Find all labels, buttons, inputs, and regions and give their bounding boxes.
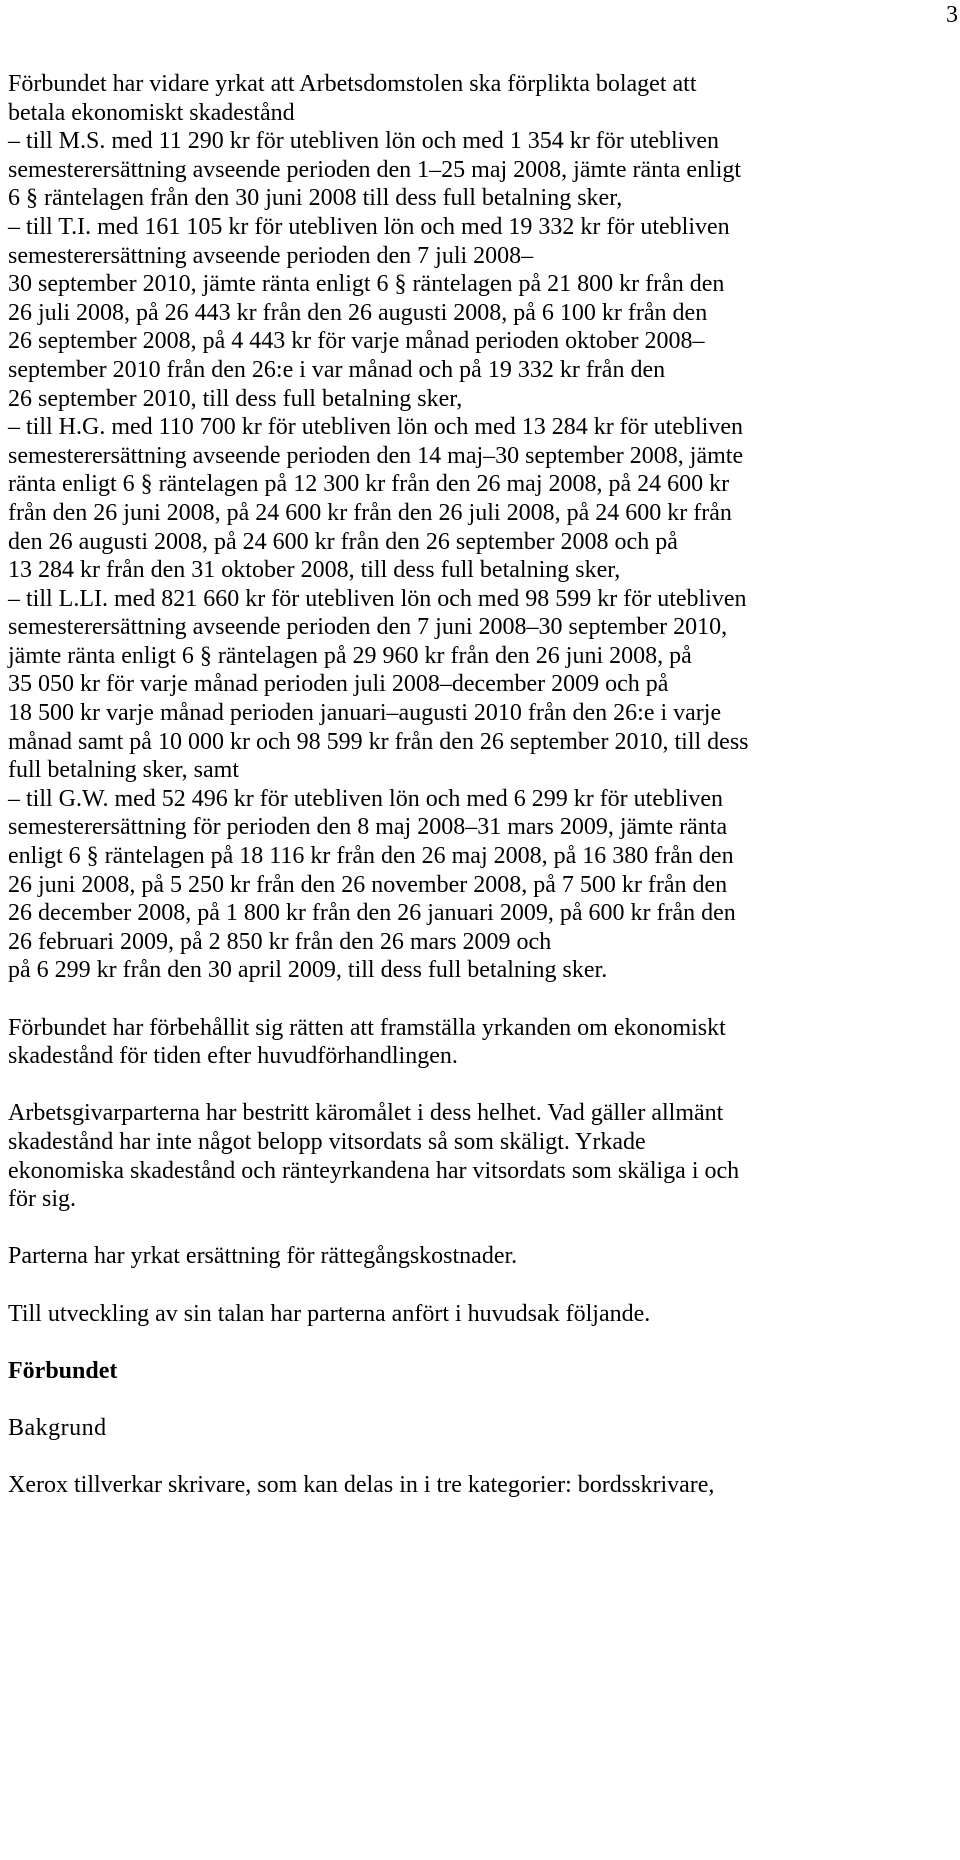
text-line: månad samt på 10 000 kr och 98 599 kr från den 26 september 2010, till dess <box>8 728 749 755</box>
text-line: – till G.W. med 52 496 kr för utebliven lön och med 6 299 kr för utebliven <box>8 785 723 812</box>
text-line: den 26 augusti 2008, på 24 600 kr från den 26 september 2008 och på <box>8 528 678 555</box>
spacer <box>8 1271 958 1300</box>
text-line: Xerox tillverkar skrivare, som kan delas in i tre kategorier: bordsskrivare, <box>8 1472 715 1499</box>
text-line: betala ekonomiskt skadestånd <box>8 99 295 126</box>
spacer <box>8 1385 958 1414</box>
spacer <box>8 1071 958 1100</box>
spacer <box>8 985 958 1014</box>
text-line: Till utveckling av sin talan har parterna anfört i huvudsak följande. <box>8 1300 651 1327</box>
paragraph-reservation <box>8 1014 958 1071</box>
spacer <box>8 1214 958 1243</box>
paragraph-dispute <box>8 1099 958 1213</box>
text-line: – till H.G. med 110 700 kr för utebliven lön och med 13 284 kr för utebliven <box>8 414 743 441</box>
claim-item-ms <box>8 127 958 213</box>
text-line: för sig. <box>8 1186 76 1213</box>
text-line: jämte ränta enligt 6 § räntelagen på 29 960 kr från den 26 juni 2008, på <box>8 642 692 669</box>
text-line: – till T.I. med 161 105 kr för utebliven lön och med 19 332 kr för utebliven <box>8 213 730 240</box>
text-line: skadestånd har inte något belopp vitsordats så som skäligt. Yrkade <box>8 1128 646 1155</box>
text-line: 30 september 2010, jämte ränta enligt 6 § räntelagen på 21 800 kr från den <box>8 271 725 298</box>
spacer <box>8 1443 958 1472</box>
text-line: Förbundet har förbehållit sig rätten att framställa yrkanden om ekonomiskt <box>8 1014 726 1041</box>
claim-item-lli <box>8 585 958 785</box>
text-line: 26 juni 2008, på 5 250 kr från den 26 november 2008, på 7 500 kr från den <box>8 871 728 898</box>
intro-paragraph <box>8 70 958 127</box>
text-line: ekonomiska skadestånd och ränteyrkandena har vitsordats som skäliga i och <box>8 1157 740 1184</box>
page-number: 3 <box>946 2 958 28</box>
text-line: 26 december 2008, på 1 800 kr från den 26 januari 2009, på 600 kr från den <box>8 900 736 927</box>
section-subheading: Bakgrund <box>8 1414 107 1441</box>
text-line: skadestånd för tiden efter huvudförhandlingen. <box>8 1043 458 1070</box>
text-line: Arbetsgivarparterna har bestritt käromålet i dess helhet. Vad gäller allmänt <box>8 1100 724 1127</box>
paragraph-costs <box>8 1242 958 1271</box>
text-line: 13 284 kr från den 31 oktober 2008, till dess full betalning sker, <box>8 557 621 584</box>
text-line: september 2010 från den 26:e i var månad och på 19 332 kr från den <box>8 356 666 383</box>
text-line: full betalning sker, samt <box>8 757 239 784</box>
claim-item-ti <box>8 213 958 413</box>
text-line: Förbundet har vidare yrkat att Arbetsdomstolen ska förplikta bolaget att <box>8 71 697 97</box>
text-line: – till M.S. med 11 290 kr för utebliven lön och med 1 354 kr för utebliven <box>8 128 719 155</box>
paragraph-development <box>8 1300 958 1329</box>
text-line: 26 september 2010, till dess full betalning sker, <box>8 385 463 412</box>
claims-list <box>8 127 958 985</box>
section-heading: Förbundet <box>8 1357 118 1384</box>
text-line: 26 september 2008, på 4 443 kr för varje månad perioden oktober 2008– <box>8 328 705 355</box>
claim-item-gw <box>8 785 958 985</box>
text-line: 26 juli 2008, på 26 443 kr från den 26 augusti 2008, på 6 100 kr från den <box>8 299 708 326</box>
text-line: 26 februari 2009, på 2 850 kr från den 26 mars 2009 och <box>8 928 552 955</box>
text-line: semesterersättning för perioden den 8 maj 2008–31 mars 2009, jämte ränta <box>8 814 728 841</box>
claim-item-hg <box>8 413 958 585</box>
text-line: semesterersättning avseende perioden den 7 juli 2008– <box>8 242 534 269</box>
text-line: på 6 299 kr från den 30 april 2009, till dess full betalning sker. <box>8 957 608 984</box>
spacer <box>8 1328 958 1357</box>
text-line: semesterersättning avseende perioden den 7 juni 2008–30 september 2010, <box>8 614 728 641</box>
text-line: 35 050 kr för varje månad perioden juli 2008–december 2009 och på <box>8 671 669 698</box>
text-line: – till L.LI. med 821 660 kr för utebliven lön och med 98 599 kr för utebliven <box>8 585 747 612</box>
text-line: ränta enligt 6 § räntelagen på 12 300 kr från den 26 maj 2008, på 24 600 kr <box>8 471 730 498</box>
text-line: 6 § räntelagen från den 30 juni 2008 till dess full betalning sker, <box>8 185 623 212</box>
text-line: semesterersättning avseende perioden den 1–25 maj 2008, jämte ränta enligt <box>8 156 742 183</box>
text-line: enligt 6 § räntelagen på 18 116 kr från den 26 maj 2008, på 16 380 från den <box>8 843 734 870</box>
text-line: Parterna har yrkat ersättning för rättegångskostnader. <box>8 1243 518 1270</box>
text-line: semesterersättning avseende perioden den 14 maj–30 september 2008, jämte <box>8 442 744 469</box>
text-line: från den 26 juni 2008, på 24 600 kr från den 26 juli 2008, på 24 600 kr från <box>8 499 732 526</box>
document-body <box>8 70 958 1500</box>
text-line: 18 500 kr varje månad perioden januari–augusti 2010 från den 26:e i varje <box>8 700 722 727</box>
